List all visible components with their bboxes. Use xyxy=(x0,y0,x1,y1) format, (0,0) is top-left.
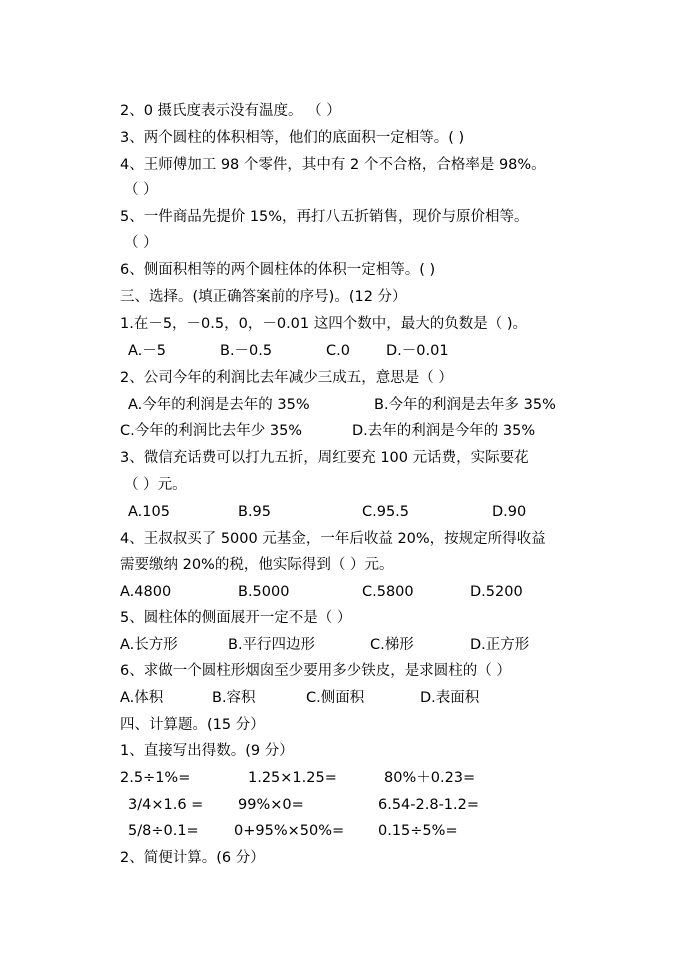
calc-item: 80%＋0.23= xyxy=(384,770,476,786)
choice-q2-options-row1 xyxy=(0,392,692,418)
choice-q4: 4、王叔叔买了 5000 元基金，一年后收益 20%，按规定所得收益 xyxy=(120,531,546,547)
option-a: A.今年的利润是去年的 35% xyxy=(128,397,310,413)
option-a: A.－5 xyxy=(128,343,166,359)
judge-q2: 2、0 摄氏度表示没有温度。 （ ） xyxy=(120,103,341,119)
calc-item: 6.54-2.8-1.2= xyxy=(378,797,480,813)
choice-q6: 6、求做一个圆柱形烟囱至少要用多少铁皮，是求圆柱的（ ） xyxy=(120,663,511,679)
judge-q4-paren: （ ） xyxy=(124,182,158,198)
choice-q2-options-row2 xyxy=(0,418,692,444)
option-c: C.今年的利润比去年少 35% xyxy=(120,423,303,439)
option-b: B.95 xyxy=(238,504,272,520)
option-b: B.平行四边形 xyxy=(228,637,316,653)
choice-q2: 2、公司今年的利润比去年减少三成五，意思是（ ） xyxy=(120,370,453,386)
option-a: A.105 xyxy=(128,504,170,520)
calc-row-2 xyxy=(0,792,692,818)
option-a: A.长方形 xyxy=(120,637,178,653)
calc-heading: 四、计算题。(15 分） xyxy=(120,717,265,733)
option-c: C.梯形 xyxy=(370,637,414,653)
option-b: B.容积 xyxy=(212,690,256,706)
judge-q6: 6、侧面积相等的两个圆柱体的体积一定相等。( ) xyxy=(120,262,436,278)
judge-q5-paren: （ ） xyxy=(124,235,158,251)
option-d: D.去年的利润是今年的 35% xyxy=(352,423,536,439)
option-a: A.体积 xyxy=(120,690,164,706)
option-d: D.正方形 xyxy=(470,637,530,653)
judge-q5: 5、一件商品先提价 15%，再打八五折销售，现价与原价相等。 xyxy=(120,209,529,225)
calc-item: 3/4×1.6 = xyxy=(128,797,204,813)
option-b: B.5000 xyxy=(238,584,290,600)
option-d: D.－0.01 xyxy=(386,343,449,359)
choice-q5: 5、圆柱体的侧面展开一定不是（ ） xyxy=(120,610,352,626)
calc-row-1 xyxy=(0,765,692,791)
judge-q4: 4、王师傅加工 98 个零件，其中有 2 个不合格，合格率是 98%。 xyxy=(120,157,546,173)
choice-heading: 三、选择。(填正确答案前的序号)。(12 分） xyxy=(120,289,407,305)
option-d: D.5200 xyxy=(470,584,523,600)
choice-q4-options xyxy=(0,579,692,605)
choice-q5-options xyxy=(0,632,692,658)
option-d: D.90 xyxy=(492,504,527,520)
calc-item: 2.5÷1%= xyxy=(120,770,191,786)
option-c: C.5800 xyxy=(362,584,414,600)
option-a: A.4800 xyxy=(120,584,172,600)
choice-q1-options xyxy=(0,338,692,364)
choice-q6-options xyxy=(0,685,692,711)
calc-sub2: 2、简便计算。(6 分） xyxy=(120,850,265,866)
calc-item: 0+95%×50%= xyxy=(234,823,345,839)
option-b: B.－0.5 xyxy=(220,343,273,359)
calc-item: 5/8÷0.1= xyxy=(128,823,199,839)
option-c: C.侧面积 xyxy=(306,690,365,706)
choice-q3: 3、微信充话费可以打九五折，周红要充 100 元话费，实际要花 xyxy=(120,450,529,466)
option-b: B.今年的利润是去年多 35% xyxy=(374,397,556,413)
option-c: C.95.5 xyxy=(362,504,410,520)
choice-q1: 1.在－5，－0.5，0，－0.01 这四个数中，最大的负数是（ )。 xyxy=(120,316,528,332)
choice-q3-line2: （ ）元。 xyxy=(124,477,187,493)
option-d: D.表面积 xyxy=(420,690,480,706)
choice-q4-line2: 需要缴纳 20%的税，他实际得到（ ）元。 xyxy=(120,557,394,573)
calc-item: 1.25×1.25= xyxy=(248,770,337,786)
judge-q3: 3、两个圆柱的体积相等，他们的底面积一定相等。( ) xyxy=(120,130,465,146)
calc-row-3 xyxy=(0,818,692,844)
calc-item: 99%×0= xyxy=(238,797,304,813)
choice-q3-options xyxy=(0,499,692,525)
calc-item: 0.15÷5%= xyxy=(378,823,458,839)
option-c: C.0 xyxy=(326,343,350,359)
calc-sub1: 1、直接写出得数。(9 分） xyxy=(120,743,294,759)
